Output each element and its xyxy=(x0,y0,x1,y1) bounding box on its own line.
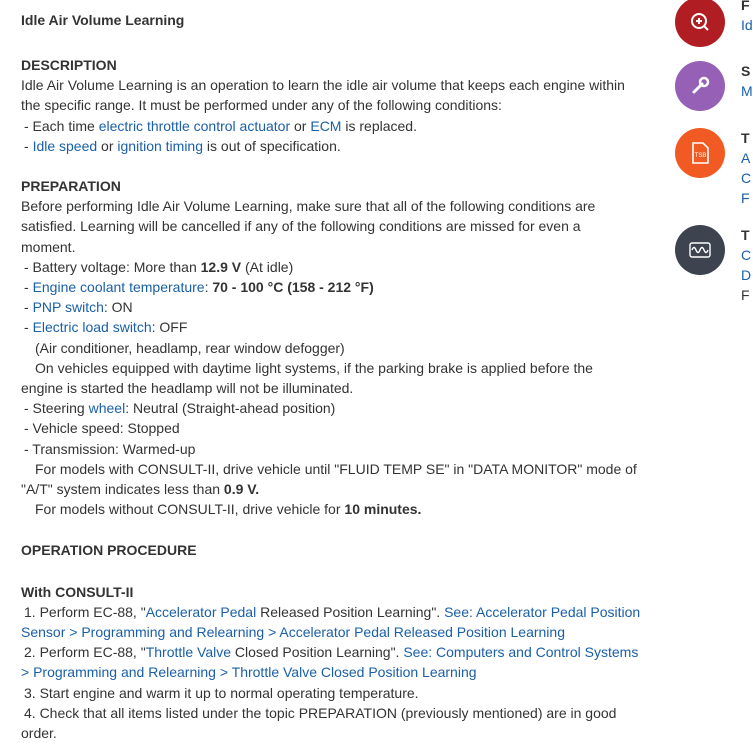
condition-item xyxy=(21,116,643,136)
link-accelerator-pedal[interactable]: Accelerator Pedal xyxy=(145,603,257,620)
text: - xyxy=(24,319,33,336)
text: - xyxy=(24,279,33,296)
text: - Battery voltage: More than xyxy=(24,258,201,275)
procedure-step-continued: order. xyxy=(21,725,57,742)
text: - xyxy=(24,299,33,316)
condition-item xyxy=(21,297,643,317)
condition-item xyxy=(21,317,643,337)
value: 0.9 V. xyxy=(223,481,260,498)
condition-item xyxy=(21,398,643,418)
condition-item: - Transmission: Warmed-up xyxy=(24,440,196,457)
text: 2. Perform EC-88, " xyxy=(24,644,146,661)
procedure-subheading: With CONSULT-II xyxy=(21,583,134,600)
wrench-icon xyxy=(675,61,725,111)
sidebar-link[interactable]: D xyxy=(741,267,752,283)
link-see-accelerator-pedal-position[interactable]: See: Accelerator Pedal Position xyxy=(444,603,641,620)
text: 1. Perform EC-88, " xyxy=(24,603,146,620)
sidebar-title: T xyxy=(741,227,750,243)
text: - Steering xyxy=(24,400,89,417)
procedure-step xyxy=(21,642,643,662)
link-pnp-switch[interactable]: PNP switch xyxy=(32,299,104,316)
text: is replaced. xyxy=(341,117,417,134)
link-wheel[interactable]: wheel xyxy=(88,400,126,417)
procedure-heading: OPERATION PROCEDURE xyxy=(21,542,197,559)
preparation-text-line: Before performing Idle Air Volume Learning, make sure that all of the following conditions are xyxy=(21,198,596,215)
text: or xyxy=(290,117,311,134)
text: Closed Position Learning". xyxy=(231,644,404,661)
condition-item xyxy=(21,136,643,156)
sidebar-link[interactable]: A xyxy=(741,150,751,166)
condition-item xyxy=(21,257,643,277)
text: - xyxy=(24,137,33,154)
sidebar-link[interactable]: M xyxy=(741,83,753,99)
text: "A/T" system indicates less than xyxy=(21,481,224,498)
link-ignition-timing[interactable]: ignition timing xyxy=(117,137,204,154)
document-body xyxy=(21,0,643,743)
note-line: engine is started the headlamp will not be illuminated. xyxy=(21,380,354,397)
link-electric-throttle-control-actuator[interactable]: electric throttle control actuator xyxy=(98,117,291,134)
preparation-heading: PREPARATION xyxy=(21,178,121,195)
text: : OFF xyxy=(151,319,188,336)
link-accelerator-pedal-released-position-learning[interactable]: Sensor > Programming and Relearning > Accelerator Pedal Released Position Learning xyxy=(21,624,565,641)
note-line: (Air conditioner, headlamp, rear window defogger) xyxy=(35,339,345,356)
sidebar-text: F xyxy=(741,287,750,303)
text: : ON xyxy=(103,299,133,316)
text: For models without CONSULT-II, drive vehicle for xyxy=(35,501,345,518)
text: or xyxy=(97,137,118,154)
svg-text:TSB: TSB xyxy=(694,153,707,159)
preparation-text-line: moment. xyxy=(21,238,76,255)
note-line xyxy=(21,479,643,499)
text: - Each time xyxy=(24,117,99,134)
text: Released Position Learning". xyxy=(256,603,445,620)
note-line xyxy=(21,499,643,519)
value: 10 minutes. xyxy=(344,501,422,518)
description-text-line: Idle Air Volume Learning is an operation to learn the idle air volume that keeps each engine within xyxy=(21,77,625,94)
sidebar-link[interactable]: F xyxy=(741,190,750,206)
tsb-icon xyxy=(675,128,725,178)
note-line: On vehicles equipped with daytime light systems, if the parking brake is applied before the xyxy=(35,359,593,376)
procedure-step: 4. Check that all items listed under the topic PREPARATION (previously mentioned) are in good xyxy=(24,704,617,721)
text: is out of specification. xyxy=(203,137,341,154)
sidebar-link[interactable]: C xyxy=(741,247,752,263)
description-text-line: the specific range. It must be performed under any of the following conditions: xyxy=(21,97,502,114)
sidebar-title: S xyxy=(741,63,751,79)
preparation-text-line: satisfied. Learning will be cancelled if any of the following conditions are missed for even a xyxy=(21,218,581,235)
link-ecm[interactable]: ECM xyxy=(310,117,342,134)
condition-item xyxy=(21,277,643,297)
link-throttle-valve[interactable]: Throttle Valve xyxy=(145,644,232,661)
sensor-icon xyxy=(675,0,725,47)
value: 12.9 V xyxy=(200,258,242,275)
link-see-computers-and-control-systems[interactable]: See: Computers and Control Systems xyxy=(403,644,639,661)
page-title: Idle Air Volume Learning xyxy=(21,12,185,28)
waveform-icon xyxy=(675,225,725,275)
condition-item: - Vehicle speed: Stopped xyxy=(24,420,180,437)
sidebar-title: F xyxy=(741,0,750,13)
text: : Neutral (Straight-ahead position) xyxy=(125,400,336,417)
text: : xyxy=(204,279,213,296)
sidebar-link[interactable]: Id xyxy=(741,17,753,33)
sidebar-link[interactable]: C xyxy=(741,170,752,186)
link-idle-speed[interactable]: Idle speed xyxy=(32,137,98,154)
procedure-step xyxy=(21,602,643,622)
sidebar-title: T xyxy=(741,130,750,146)
link-electric-load-switch[interactable]: Electric load switch xyxy=(32,319,152,336)
value: 70 - 100 °C (158 - 212 °F) xyxy=(212,279,374,296)
link-throttle-valve-closed-position-learning[interactable]: > Programming and Relearning > Throttle Valve Closed Position Learning xyxy=(21,664,477,681)
text: (At idle) xyxy=(241,258,294,275)
description-heading: DESCRIPTION xyxy=(21,57,117,73)
note-line: For models with CONSULT-II, drive vehicle until "FLUID TEMP SE" in "DATA MONITOR" mode of xyxy=(35,460,637,477)
procedure-step: 3. Start engine and warm it up to normal operating temperature. xyxy=(24,684,419,701)
link-engine-coolant-temperature[interactable]: Engine coolant temperature xyxy=(32,279,205,296)
